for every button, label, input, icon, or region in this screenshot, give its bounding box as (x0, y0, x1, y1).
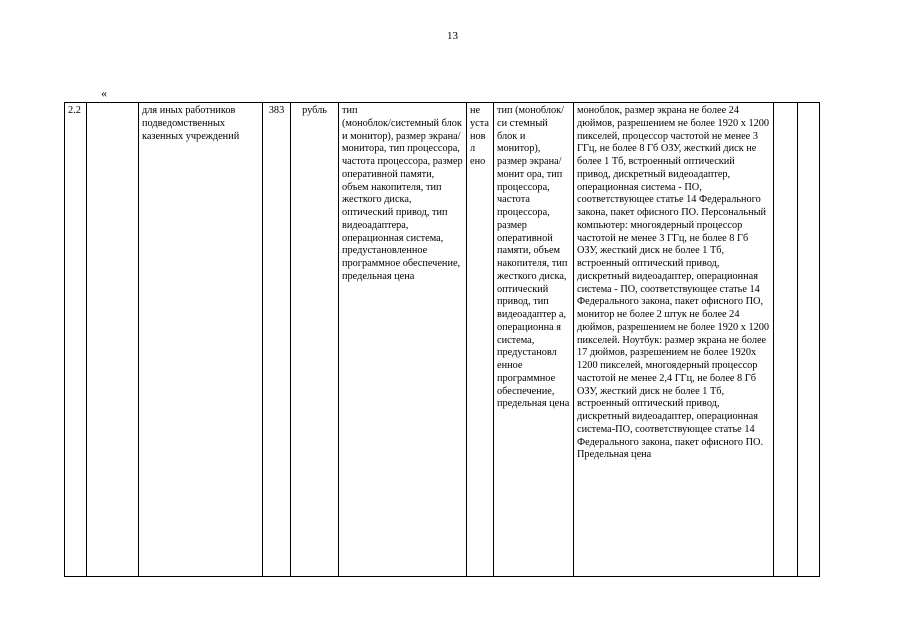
empty-cell (87, 103, 139, 577)
requirements-table (64, 102, 820, 577)
empty-cell (774, 103, 798, 577)
table-row (65, 103, 820, 577)
employee-category: для иных работников подведомственных казенных учреждений (142, 105, 240, 142)
row-index-cell (65, 103, 87, 577)
values-text: моноблок, размер экрана не более 24 дюймов, разрешением не более 1920 x 1200 пикселей, процессор частотой не менее 3 ГГц, не более 8 Гб ОЗУ, жесткий диск не более 1 Тб, встроенный оптический привод, дискретный видеоадаптер, операционная система - ПО, соответствующее статье 14 Федерального закона, пакет офисного ПО. Персональный компьютер: многоядерный процессор частотой не менее 3 ГГц, не более 8 Гб ОЗУ, жесткий диск не более 1 Тб, встроенный оптический привод, дискретный видеоадаптер, операционная система - ПО, соответствующее статье 14 Федерального закона, пакет офисного ПО, монитор не более 2 штук не более 24 дюймов, разрешением не более 1920 x 1200 пикселей. Ноутбук: размер экрана не более 17 дюймов, разрешением не более 1920x 1200 пикселей, многоядерный процессор частотой не менее 2,4 ГГц, не более 8 Гб ОЗУ, жесткий диск не более 1 Тб, встроенный оптический привод, дискретный видеоадаптер, операционная система-ПО, соответствующее статье 14 Федерального закона, пакет офисного ПО. Предельная цена (577, 105, 770, 461)
characteristics-cell (339, 103, 467, 577)
row-index: 2.2 (68, 105, 81, 116)
empty-cell (798, 103, 820, 577)
characteristics-repeat-cell (494, 103, 574, 577)
employee-category-cell (139, 103, 263, 577)
unit-code-cell (263, 103, 291, 577)
unit-name-cell (291, 103, 339, 577)
values-cell (574, 103, 774, 577)
unit-code: 383 (268, 105, 285, 116)
characteristics-text: тип (моноблок/системный блок и монитор), размер экрана/монитора, тип процессора, частота процессора, размер оперативной памяти, объем накопителя, тип жесткого диска, оптический привод, тип видеоадаптера, операционная система, предустановленное программное обеспечение, предельная цена (342, 105, 463, 282)
characteristics-repeat-text: тип (моноблок/си стемный блок и монитор), размер экрана/монит ора, тип процессора, частота процессора, размер оперативной памяти, объем накопителя, тип жесткого диска, оптический привод, тип видеоадаптер а, операционна я система, предустановл енное программное обеспечение, предельная цена (497, 105, 570, 410)
opening-quote-mark: « (101, 86, 107, 100)
not-set-text: не уста новл ено (470, 105, 489, 167)
not-set-cell (467, 103, 494, 577)
unit-name: рубль (302, 105, 327, 116)
page-number: 13 (447, 30, 458, 42)
